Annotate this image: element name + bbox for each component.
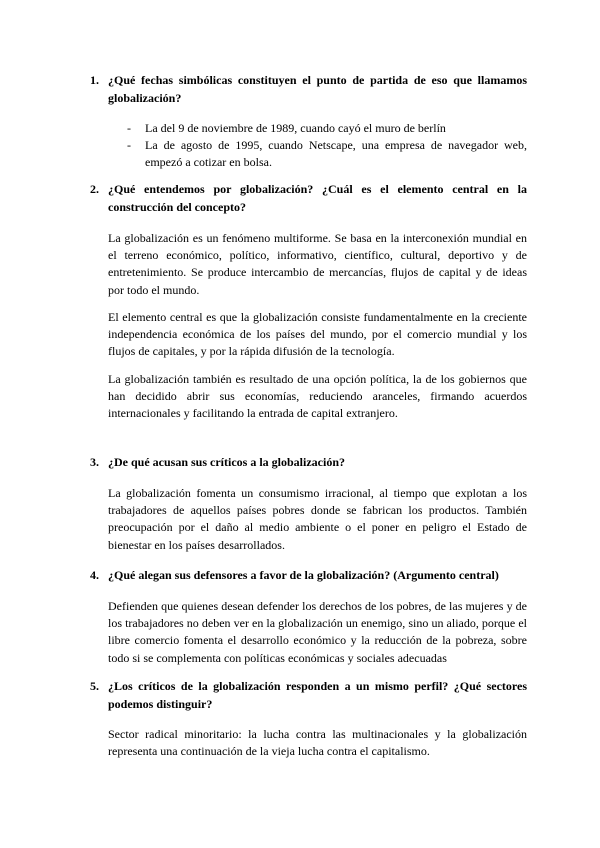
paragraph: El elemento central es que la globalización consiste fundamentalmente en la creciente independencia económica de los países del mundo, por el comercio mundial y los flujos de capitales, y por la rápida difusión de la tecnología. — [108, 310, 527, 359]
question-5-heading — [90, 678, 527, 713]
question-title: ¿Qué fechas simbólicas constituyen el punto de partida de eso que llamamos globalización? — [108, 73, 527, 105]
list-item — [127, 137, 527, 171]
paragraph: La globalización también es resultado de una opción política, la de los gobiernos que han decidido abrir sus economías, reduciendo aranceles, firmando acuerdos internacionales y facilitando la entrada de capital extranjero. — [108, 372, 527, 421]
question-number: 1. — [90, 73, 99, 87]
bullet-dash: - — [127, 138, 131, 152]
list-item — [127, 120, 527, 137]
question-2-heading — [90, 181, 527, 216]
paragraph: Defienden que quienes desean defender los derechos de los pobres, de las mujeres y de los trabajadores no deben ver en la globalización un enemigo, sino un aliado, porque el libre comercio fomenta el desarrollo económico y la reducción de la pobreza, sobre todo si se complementa con políticas económicas y sociales adecuadas — [108, 599, 527, 665]
list-item-text: La del 9 de noviembre de 1989, cuando cayó el muro de berlín — [145, 121, 446, 135]
question-title: ¿Qué alegan sus defensores a favor de la globalización? (Argumento central) — [108, 568, 499, 582]
paragraph: Sector radical minoritario: la lucha contra las multinacionales y la globalización representa una continuación de la vieja lucha contra el capitalismo. — [108, 727, 527, 759]
question-title: ¿De qué acusan sus críticos a la globalización? — [108, 455, 346, 469]
question-number: 4. — [90, 568, 99, 582]
paragraph: La globalización fomenta un consumismo irracional, al tiempo que explotan a los trabajadores de aquellos países pobres donde se fabrican los productos. También preocupación por el daño al medio ambiente o el poner en peligro el Estado de bienestar en los países desarrollados. — [108, 486, 527, 552]
paragraph: La globalización es un fenómeno multiforme. Se basa en la interconexión mundial en el terreno económico, político, informativo, científico, cultural, deportivo y de entretenimiento. Se produce intercambio de mercancías, flujos de capital y de ideas por todo el mundo. — [108, 231, 527, 297]
question-1-heading — [90, 72, 527, 107]
question-4-heading — [90, 567, 527, 585]
question-number: 2. — [90, 182, 99, 196]
question-title: ¿Qué entendemos por globalización? ¿Cuál es el elemento central en la construcción del concepto? — [108, 182, 527, 214]
question-number: 5. — [90, 679, 99, 693]
question-number: 3. — [90, 455, 99, 469]
question-3-heading — [90, 454, 527, 472]
question-title: ¿Los críticos de la globalización responden a un mismo perfil? ¿Qué sectores podemos distinguir? — [108, 679, 527, 711]
bullet-dash: - — [127, 121, 131, 135]
list-item-text: La de agosto de 1995, cuando Netscape, una empresa de navegador web, empezó a cotizar en bolsa. — [145, 138, 527, 170]
